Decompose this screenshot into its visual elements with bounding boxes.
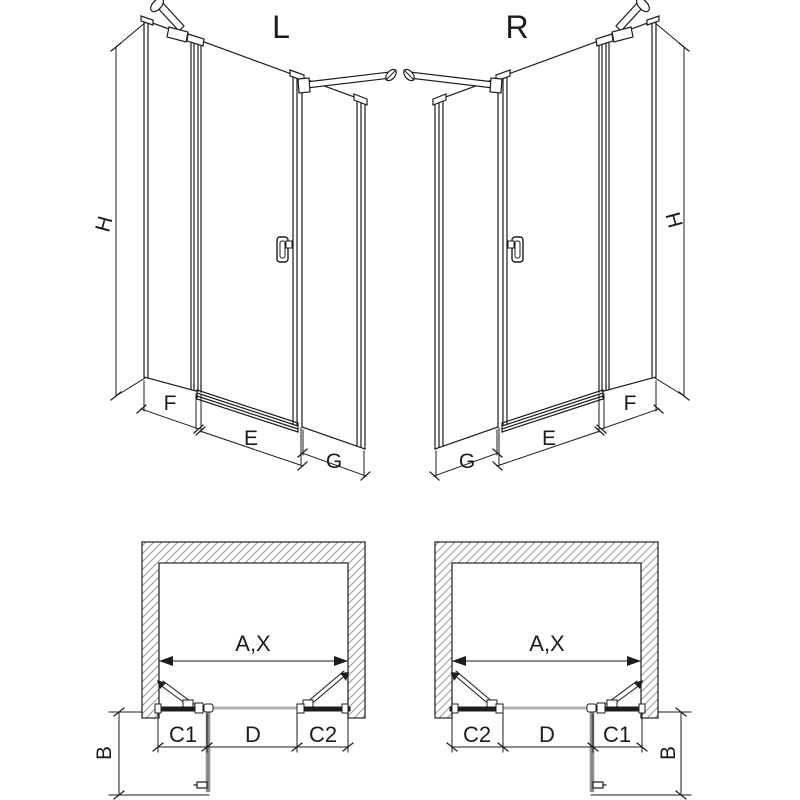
segment-label-left-D: D — [245, 722, 261, 747]
opening-label-right: A,X — [529, 631, 565, 656]
width-label-right-G: G — [458, 450, 476, 473]
top-view-left-variant — [111, 0, 398, 480]
plan-left-walls — [142, 542, 365, 718]
variant-left-title: L — [272, 9, 290, 45]
height-label-right: H — [660, 209, 687, 231]
segment-label-right-C2: C2 — [462, 722, 492, 747]
segment-label-right-C1: C1 — [602, 722, 632, 747]
width-label-left-F: F — [163, 392, 177, 415]
width-label-left-E: E — [243, 427, 259, 450]
plan-right-walls — [435, 542, 658, 718]
segment-label-left-C1: C1 — [168, 722, 198, 747]
width-label-left-G: G — [325, 450, 343, 473]
projection-label-left-B: B — [93, 745, 116, 761]
variant-right-title: R — [505, 9, 529, 45]
width-label-right-E: E — [541, 427, 557, 450]
opening-label-left: A,X — [235, 631, 271, 656]
projection-label-right-B: B — [657, 745, 680, 761]
segment-label-right-D: D — [539, 722, 555, 747]
width-label-right-F: F — [623, 392, 637, 415]
segment-label-left-C2: C2 — [308, 722, 338, 747]
top-view-right-variant — [402, 0, 689, 480]
height-label-left: H — [91, 213, 118, 235]
